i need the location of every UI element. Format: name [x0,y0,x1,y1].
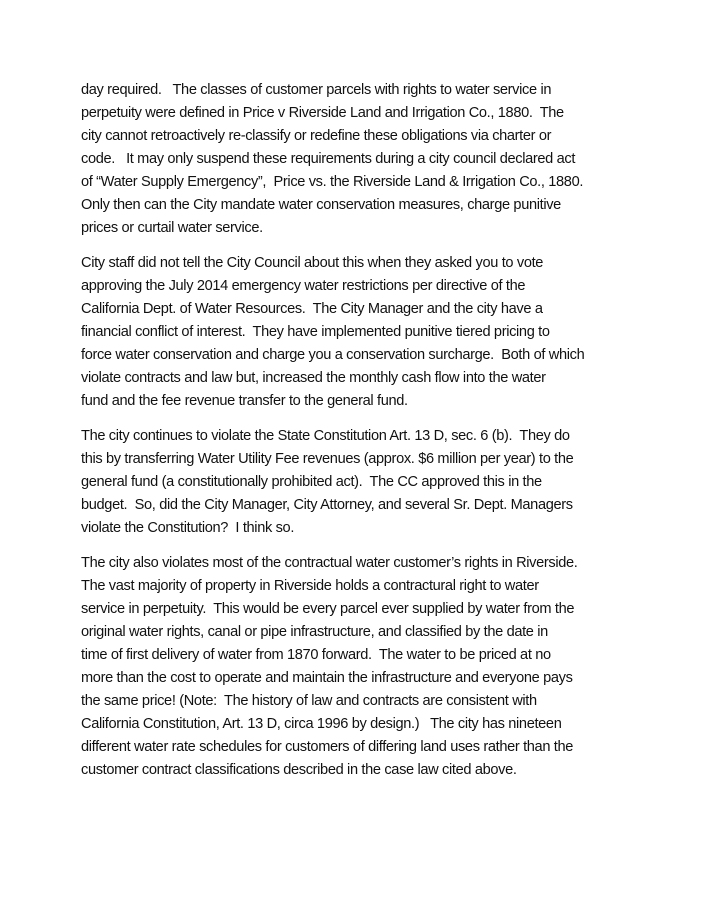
text-line: general fund (a constitutionally prohibited act). The CC approved this in the [81,474,542,490]
text-line: day required. The classes of customer parcels with rights to water service in [81,82,552,98]
text-line: prices or curtail water service. [81,220,263,236]
text-line: the same price! (Note: The history of law and contracts are consistent with [81,693,537,709]
text-line: Only then can the City mandate water conservation measures, charge punitive [81,197,561,213]
text-line: violate the Constitution? I think so. [81,520,295,536]
text-line: fund and the fee revenue transfer to the general fund. [81,393,408,409]
text-line: more than the cost to operate and maintain the infrastructure and everyone pays [81,670,573,686]
text-line: approving the July 2014 emergency water restrictions per directive of the [81,278,526,294]
document-page [81,79,681,794]
text-line: The vast majority of property in Riverside holds a contractural right to water [81,578,539,594]
text-line: California Constitution, Art. 13 D, circa 1996 by design.) The city has nineteen [81,716,562,732]
text-line: time of first delivery of water from 1870 forward. The water to be priced at no [81,647,551,663]
text-line: violate contracts and law but, increased the monthly cash flow into the water [81,370,546,386]
text-line: code. It may only suspend these requirements during a city council declared act [81,151,576,167]
paragraph-contract-rights [81,552,681,782]
text-line: financial conflict of interest. They have implemented punitive tiered pricing to [81,324,550,340]
text-line: of “Water Supply Emergency”, Price vs. the Riverside Land & Irrigation Co., 1880. [81,174,584,190]
text-line: budget. So, did the City Manager, City Attorney, and several Sr. Dept. Managers [81,497,573,513]
text-line: different water rate schedules for customers of differing land uses rather than the [81,739,574,755]
paragraph-riparian-rights [81,79,681,240]
text-line: original water rights, canal or pipe infrastructure, and classified by the date in [81,624,548,640]
paragraph-city-staff [81,252,681,413]
text-line: this by transferring Water Utility Fee revenues (approx. $6 million per year) to the [81,451,574,467]
text-line: The city also violates most of the contractual water customer’s rights in Riverside. [81,555,578,571]
text-line: California Dept. of Water Resources. The City Manager and the city have a [81,301,543,317]
text-line: customer contract classifications described in the case law cited above. [81,762,517,778]
text-line: City staff did not tell the City Council about this when they asked you to vote [81,255,544,271]
text-line: service in perpetuity. This would be every parcel ever supplied by water from the [81,601,575,617]
paragraph-constitution [81,425,681,540]
text-line: The city continues to violate the State Constitution Art. 13 D, sec. 6 (b). They do [81,428,570,444]
text-line: perpetuity were defined in Price v Riverside Land and Irrigation Co., 1880. The [81,105,564,121]
text-line: force water conservation and charge you a conservation surcharge. Both of which [81,347,585,363]
text-line: city cannot retroactively re-classify or redefine these obligations via charter or [81,128,552,144]
